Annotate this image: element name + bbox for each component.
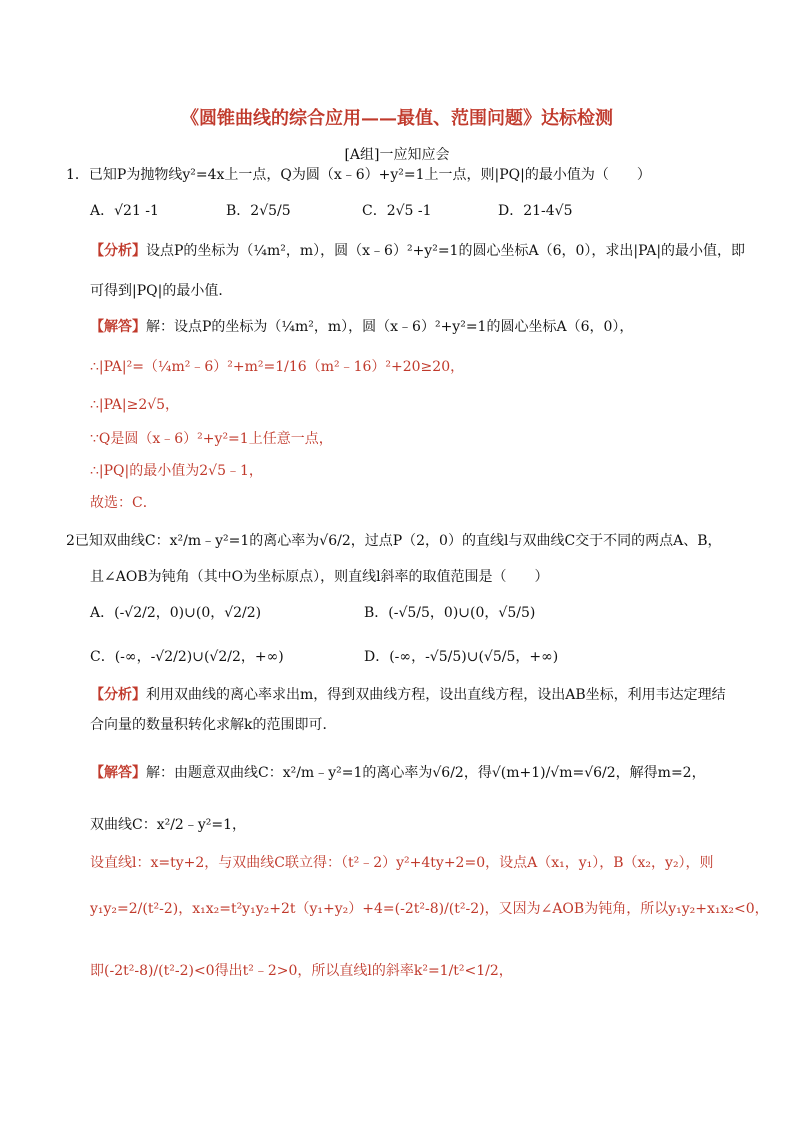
- q2-option-d: D．(-∞，-√5/5)∪(√5/5，+∞): [364, 649, 559, 665]
- q2-analysis-tag: 【分析】: [90, 687, 146, 703]
- q2-solution-line4: y₁y₂=2/(t²-2)，x₁x₂=t²y₁y₂+2t（y₁+y₂）+4=(-2t²-8)/(t²-2)，又因为∠AOB为钝角，所以y₁y₂+x₁x₂<0，: [90, 901, 769, 917]
- page-title: 《圆锥曲线的综合应用——最值、范围问题》达标检测: [181, 108, 613, 129]
- q2-answer-line1: [90, 762, 706, 784]
- q1-solution-line5: ∴|PQ|的最小值为2√5﹣1，: [90, 463, 263, 479]
- q2-analysis-text1: 利用双曲线的离心率求出m，得到双曲线方程，设出直线方程，设出AB坐标，利用韦达定理结: [146, 687, 726, 703]
- q1-answer-line1: [90, 316, 633, 338]
- q1-solution-line4: ∵Q是圆（x﹣6）²+y²=1上任意一点，: [90, 431, 333, 447]
- q1-solution-line2: ∴|PA|²=（¼m²﹣6）²+m²=1/16（m²﹣16）²+20≥20，: [90, 359, 465, 375]
- q1-analysis-line2: 可得到|PQ|的最小值．: [90, 283, 233, 299]
- q2-option-c: C．(-∞，-√2/2)∪(√2/2，+∞): [90, 649, 284, 665]
- q2-analysis-line2: 合向量的数量积转化求解k的范围即可．: [90, 717, 337, 733]
- q1-solution-line6: 故选：C．: [90, 495, 157, 511]
- q1-analysis-line1: [90, 240, 745, 262]
- q2-option-a: A．(-√2/2，0)∪(0，√2/2): [90, 605, 262, 621]
- q1-option-a: A．√21 -1: [90, 203, 159, 219]
- q2-solution-line5: 即(-2t²-8)/(t²-2)<0得出t²﹣2>0，所以直线l的斜率k²=1/t²<1/2，: [90, 963, 513, 979]
- q1-analysis-text1: 设点P的坐标为（¼m²，m），圆（x﹣6）²+y²=1的圆心坐标A（6，0），求出|PA|的最小值，即: [146, 243, 746, 259]
- q2-solution-line2: 双曲线C：x²/2﹣y²=1，: [90, 817, 247, 833]
- section-subtitle: [A组]一应知应会: [344, 147, 450, 163]
- q1-answer-tag: 【解答】: [90, 319, 146, 335]
- q1-option-c: C．2√5 -1: [362, 203, 432, 219]
- q1-analysis-tag: 【分析】: [90, 243, 146, 259]
- q1-option-d: D．21-4√5: [498, 203, 573, 219]
- q2-solution-text1: 解：由题意双曲线C：x²/m﹣y²=1的离心率为√6/2，得√(m+1)/√m=√6/2，解得m=2，: [146, 765, 706, 781]
- q2-analysis-line1: [90, 684, 726, 706]
- q1-solution-text1: 解：设点P的坐标为（¼m²，m），圆（x﹣6）²+y²=1的圆心坐标A（6，0），: [146, 319, 634, 335]
- q2-stem-line2: 且∠AOB为钝角（其中O为坐标原点），则直线l斜率的取值范围是（ ）: [90, 569, 549, 585]
- q2-answer-tag: 【解答】: [90, 765, 146, 781]
- q2-option-b: B．(-√5/5，0)∪(0，√5/5): [364, 605, 536, 621]
- q1-solution-line3: ∴|PA|≥2√5，: [90, 397, 180, 413]
- q2-stem-line1: 2已知双曲线C：x²/m﹣y²=1的离心率为√6/2，过点P（2，0）的直线l与双曲线C交于不同的两点A、B，: [66, 533, 722, 549]
- q1-option-b: B．2√5/5: [226, 203, 291, 219]
- q2-solution-line3: 设直线l：x=ty+2，与双曲线C联立得：（t²﹣2）y²+4ty+2=0，设点A（x₁，y₁），B（x₂，y₂），则: [90, 855, 714, 871]
- q1-stem: 1．已知P为抛物线y²=4x上一点，Q为圆（x﹣6）+y²=1上一点，则|PQ|的最小值为（ ）: [66, 167, 651, 183]
